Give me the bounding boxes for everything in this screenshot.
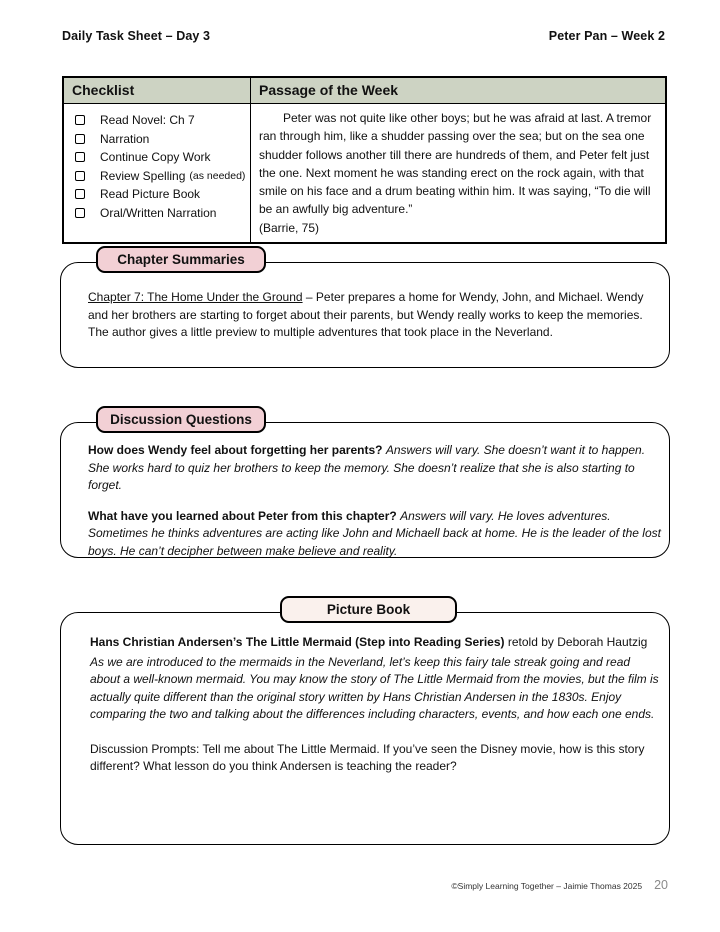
passage-citation: (Barrie, 75): [259, 220, 320, 235]
checklist-item: [75, 148, 246, 167]
passage-column-header: Passage of the Week: [259, 82, 399, 98]
discussion-questions-text: [88, 442, 666, 560]
checklist-item-note: (as needed): [189, 169, 246, 182]
checklist-item: [75, 130, 246, 149]
question-block: [88, 508, 666, 561]
question-text: How does Wendy feel about forgetting her parents?: [88, 443, 383, 457]
chapter-summaries-tab: [96, 246, 266, 273]
picture-book-text: [90, 634, 662, 776]
checklist-item-label: Continue Copy Work: [100, 150, 211, 165]
checkbox-icon: [75, 134, 85, 144]
picture-book-description: As we are introduced to the mermaids in the Neverland, let’s keep this fairy tale streak going and read about a well-known mermaid. You may know the story of The Little Mermaid from the movies, but the film is actually quite different than the original story written by Hans Christian Andersen in the 1830s. Enjoy comparing the two and talking about the differences including characters, events, and how each one ends.: [90, 654, 659, 721]
checklist-item: [75, 185, 246, 204]
picture-book-prompts: Discussion Prompts: Tell me about The Little Mermaid. If you’ve seen the Disney movie, how is this story different? What lesson do you think Andersen is teaching the reader?: [90, 741, 645, 773]
checklist-item-label: Read Picture Book: [100, 187, 201, 202]
checklist-item-label: Narration: [100, 131, 150, 146]
checklist-item-label: Review Spelling: [100, 168, 186, 183]
question-text: What have you learned about Peter from this chapter?: [88, 508, 397, 523]
picture-book-tab: [280, 596, 457, 623]
document-footer: [451, 878, 668, 892]
checkbox-icon: [75, 115, 85, 125]
answer-text: Answers will vary. She doesn’t want it to happen. She works hard to quiz her brothers to keep the memory. She doesn’t realize that she is also starting to forget.: [88, 443, 646, 492]
checklist-item: [75, 204, 246, 223]
passage-cell: [251, 104, 665, 242]
table-header-row: [64, 78, 665, 104]
document-header: [62, 29, 665, 43]
header-title-left: Daily Task Sheet – Day 3: [62, 29, 211, 43]
checklist-passage-table: [62, 76, 667, 244]
picture-book-byline: retold by Deborah Hautzig: [507, 635, 648, 649]
checkbox-icon: [75, 208, 85, 218]
checkbox-icon: [75, 152, 85, 162]
page-number: 20: [654, 878, 668, 892]
picture-book-title-line: [90, 634, 662, 652]
checklist-item: [75, 167, 246, 186]
checklist-item: [75, 111, 246, 130]
footer-credit: ©Simply Learning Together – Jaimie Thomas 2025: [451, 881, 643, 891]
table-body-row: [64, 104, 665, 242]
passage-text: Peter was not quite like other boys; but he was afraid at last. A tremor ran through him, like a shudder passing over the sea; but on the sea one shudder follows another till there are hundreds of them, and Peter felt just the one. Next moment he was standing erect on the rock again, with that smile on his face and a drum beating within him. It was saying, “To die will be an awfully big adventure.”: [259, 111, 652, 217]
picture-book-title: Hans Christian Andersen’s The Little Mermaid (Step into Reading Series): [90, 635, 505, 649]
discussion-questions-tab: [96, 406, 266, 433]
checklist-item-label: Read Novel: Ch 7: [100, 113, 195, 128]
chapter-heading: Chapter 7: The Home Under the Ground: [88, 290, 303, 304]
checklist-item-label: Oral/Written Narration: [100, 205, 217, 220]
checklist-column-header: Checklist: [64, 78, 251, 103]
checkbox-icon: [75, 189, 85, 199]
chapter-summary-body: – Peter prepares a home for Wendy, John, and Michael. Wendy and her brothers are starting to forget about their parents, but Wendy really works to keep the memories. The author gives a little preview to multiple adventures that took place in the Neverland.: [88, 290, 644, 339]
question-block: [88, 442, 666, 495]
chapter-summary-text: [88, 289, 664, 342]
checklist-cell: [64, 104, 251, 242]
checkbox-icon: [75, 171, 85, 181]
discussion-questions-label: Discussion Questions: [110, 412, 252, 427]
picture-book-label: Picture Book: [326, 602, 411, 617]
chapter-summaries-label: Chapter Summaries: [117, 252, 245, 267]
header-title-right: Peter Pan – Week 2: [548, 29, 665, 43]
answer-text: Answers will vary. He loves adventures. Sometimes he thinks adventures are acting like John and Michaell back at home. He is the leader of the lost boys. He can’t decipher between make believe and reality.: [88, 508, 661, 558]
